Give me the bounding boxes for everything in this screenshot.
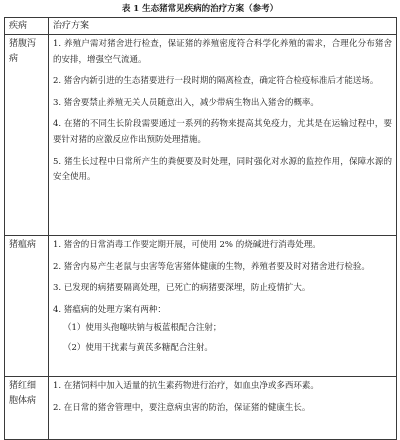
header-plan: 治疗方案: [49, 18, 397, 35]
plan-item: 4. 在猪的不同生长阶段需要通过一系列的药物来提高其免疫力，尤其是在运输过程中，要要针对猪的应激反应作出预防处理措施。: [53, 119, 392, 145]
table-header-row: [5, 18, 397, 35]
table-row: [5, 236, 397, 377]
treatment-table: [4, 17, 397, 440]
disease-cell: 猪瘟病: [5, 236, 49, 377]
plan-item: 4. 猪瘟病的处理方案有两种：: [53, 304, 166, 315]
disease-cell: 猪红细胞体病: [5, 377, 49, 440]
header-disease: 疾病: [5, 18, 49, 35]
plan-cell: [49, 35, 397, 236]
plan-cell: [49, 377, 397, 440]
table-row: [5, 377, 397, 440]
plan-item: 1. 猪舍的日常消毒工作要定期开展，可使用 2% 的烧碱进行消毒处理。: [53, 240, 321, 250]
plan-item: 2. 猪舍内新引进的生态猪要进行一段时期的隔离检查，确定符合检疫标准后才能送场。: [53, 76, 379, 87]
plan-subitem: （2）使用干扰素与黄芪多糖配合注射。: [63, 342, 213, 353]
plan-item: 2. 在日常的猪舍管理中，要注意病虫害的防治，保证猪的健康生长。: [53, 402, 311, 413]
table-row: [5, 35, 397, 236]
plan-item: 3. 已发现的病猪要隔离处理，已死亡的病猪要深埋，防止疫情扩大。: [53, 283, 311, 294]
plan-item: 5. 猪生长过程中日常所产生的粪便要及时处理，同时强化对水源的监控作用，保障水源的安全使用。: [53, 156, 392, 183]
plan-item: 1. 养殖户需对猪舍进行检查，保证猪的养殖密度符合科学化养殖的需求，合理化分布猪舍的安排，增强空气流通。: [53, 39, 392, 65]
plan-item: 3. 猪舍要禁止养殖无关人员随意出入，减少带病生物出入猪舍的概率。: [53, 97, 319, 108]
plan-item: 1. 在猪饲料中加入适量的抗生素药物进行治疗，如血虫净或多西环素。: [53, 381, 319, 391]
plan-item: 2. 猪舍内易产生老鼠与虫害等危害猪体健康的生物，养殖者要及时对猪舍进行检验。: [53, 261, 370, 272]
plan-cell: [49, 236, 397, 377]
plan-subitem: （1）使用头孢噻呋钠与板蓝根配合注射；: [63, 323, 222, 334]
table-caption: 表 1 生态猪常见疾病的治疗方案（参考）: [121, 4, 279, 14]
disease-cell: 猪腹泻病: [5, 35, 49, 236]
